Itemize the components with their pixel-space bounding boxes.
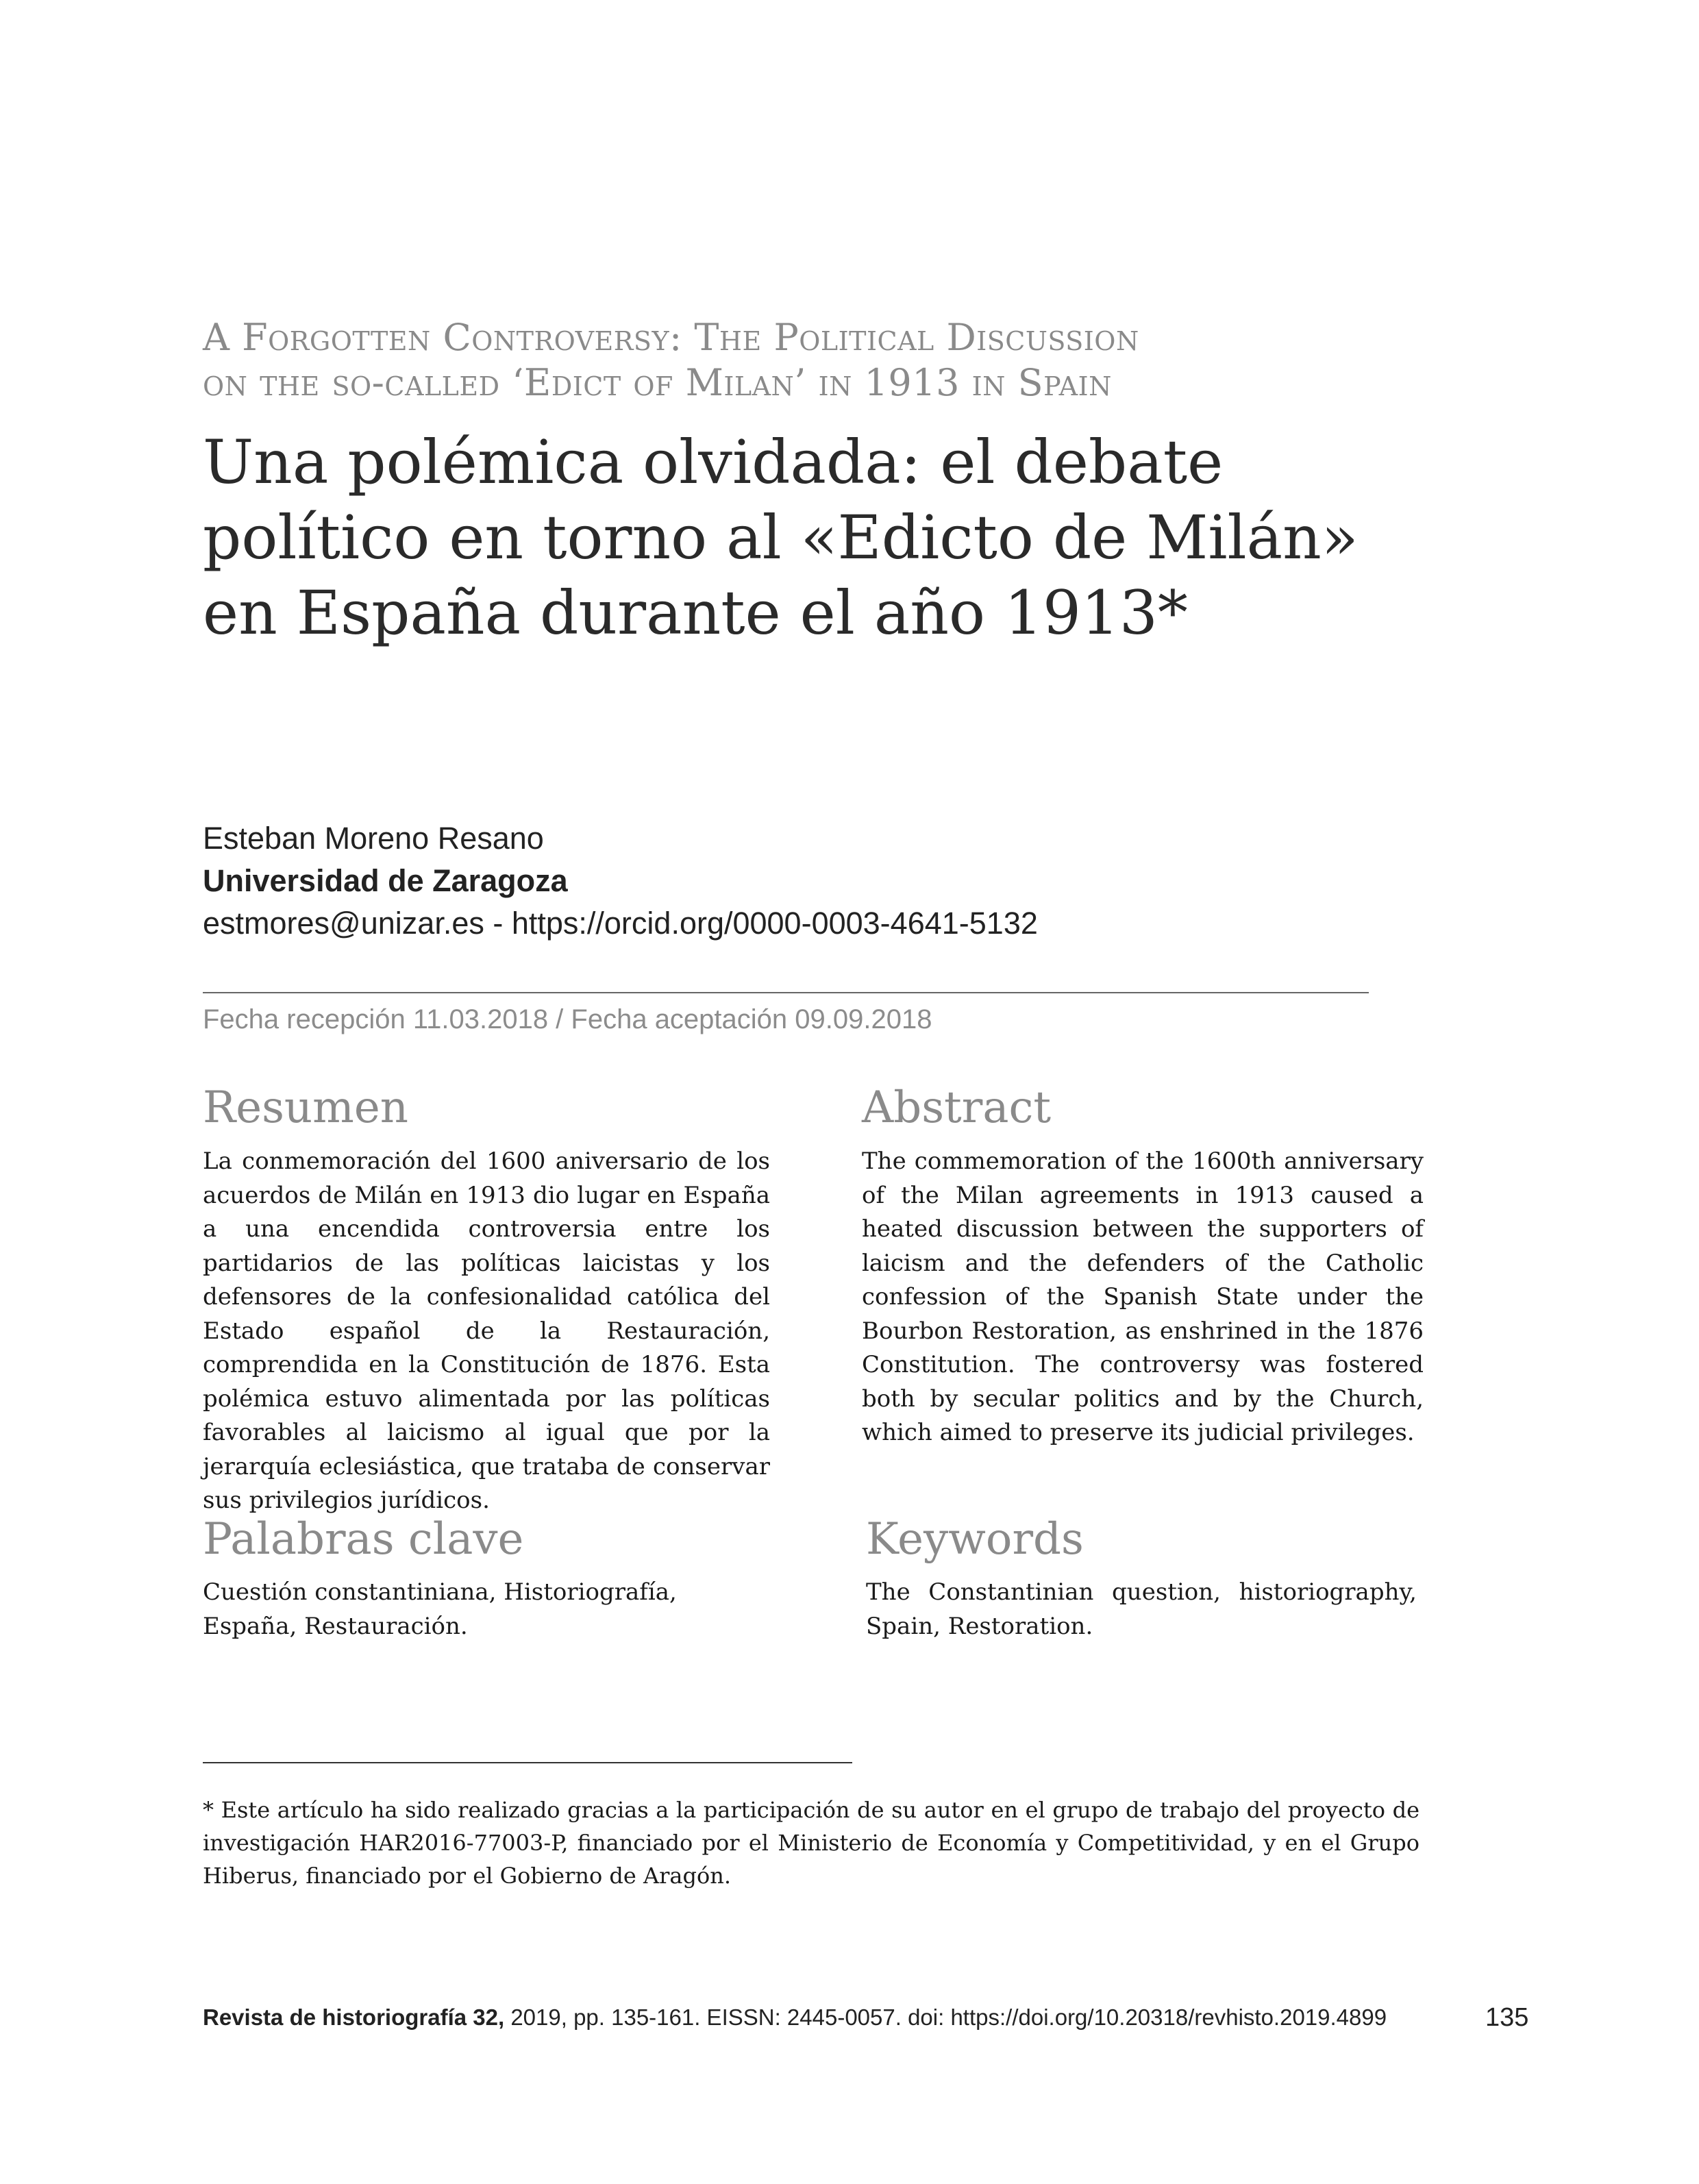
palabras-clave-text: Cuestión constantiniana, Historiografía, España, Restauración. [203, 1578, 677, 1640]
footnote-divider [203, 1762, 852, 1763]
journal-name: Revista de historiografía 32, [203, 2005, 505, 2030]
submission-dates: Fecha recepción 11.03.2018 / Fecha aceptación 09.09.2018 [203, 1004, 932, 1034]
keywords-heading: Keywords [866, 1514, 1084, 1565]
citation-details: 2019, pp. 135-161. EISSN: 2445-0057. doi: https://doi.org/10.20318/revhisto.2019.4899 [504, 2005, 1387, 2030]
resumen-text: La conmemoración del 1600 aniversario de los acuerdos de Milán en 1913 dio lugar en España a una encendida controversia entre los partidarios de las políticas laicistas y los defensores de la confesionalidad católica del Estado español de la Restauración, comprendida en la Constitución de 1876. Esta polémica estuvo alimentada por las políticas favorables al laicismo al igual que por la jerarquía eclesiástica, que trataba de conservar sus privilegios jurídicos. [203, 1147, 770, 1514]
abstract-heading: Abstract [862, 1082, 1052, 1133]
keywords-text: The Constantinian question, historiography, Spain, Restoration. [866, 1578, 1417, 1640]
resumen-heading: Resumen [203, 1082, 408, 1133]
english-title [203, 315, 1367, 406]
abstract-text: The commemoration of the 1600th anniversary of the Milan agreements in 1913 caused a heated discussion between the supporters of laicism and the defenders of the Catholic confession of the Spanish State under the Bourbon Restoration, as enshrined in the 1876 Constitution. The controversy was fostered both by secular politics and by the Church, which aimed to preserve its judicial privileges. [862, 1147, 1424, 1446]
footnote: * Este artículo ha sido realizado gracias a la participación de su autor en el grupo de trabajo del proyecto de investigación HAR2016-77003-P, financiado por el Ministerio de Economía y Competitividad, y en el Grupo Hiberus, financiado por el Gobierno de Aragón. [203, 1797, 1419, 1889]
spanish-title-line-2: político en torno al «Edicto de Milán» [203, 502, 1359, 573]
palabras-clave-heading: Palabras clave [203, 1514, 524, 1565]
spanish-title [203, 425, 1436, 651]
author-contact[interactable]: estmores@unizar.es - https://orcid.org/0000-0003-4641-5132 [203, 906, 1038, 941]
page-number: 135 [1485, 2003, 1529, 2032]
spanish-title-line-3: en España durante el año 1913* [203, 578, 1188, 648]
english-title-line-2: on the so-called ‘Edict of Milan’ in 1913 in Spain [203, 361, 1112, 404]
spanish-title-line-1: Una polémica olvidada: el debate [203, 427, 1224, 497]
english-title-line-1: A Forgotten Controversy: The Political Discussion [203, 316, 1139, 359]
author-affiliation: Universidad de Zaragoza [203, 863, 568, 898]
header-divider [203, 992, 1369, 993]
author-name: Esteban Moreno Resano [203, 821, 544, 856]
journal-citation [203, 2005, 1387, 2031]
